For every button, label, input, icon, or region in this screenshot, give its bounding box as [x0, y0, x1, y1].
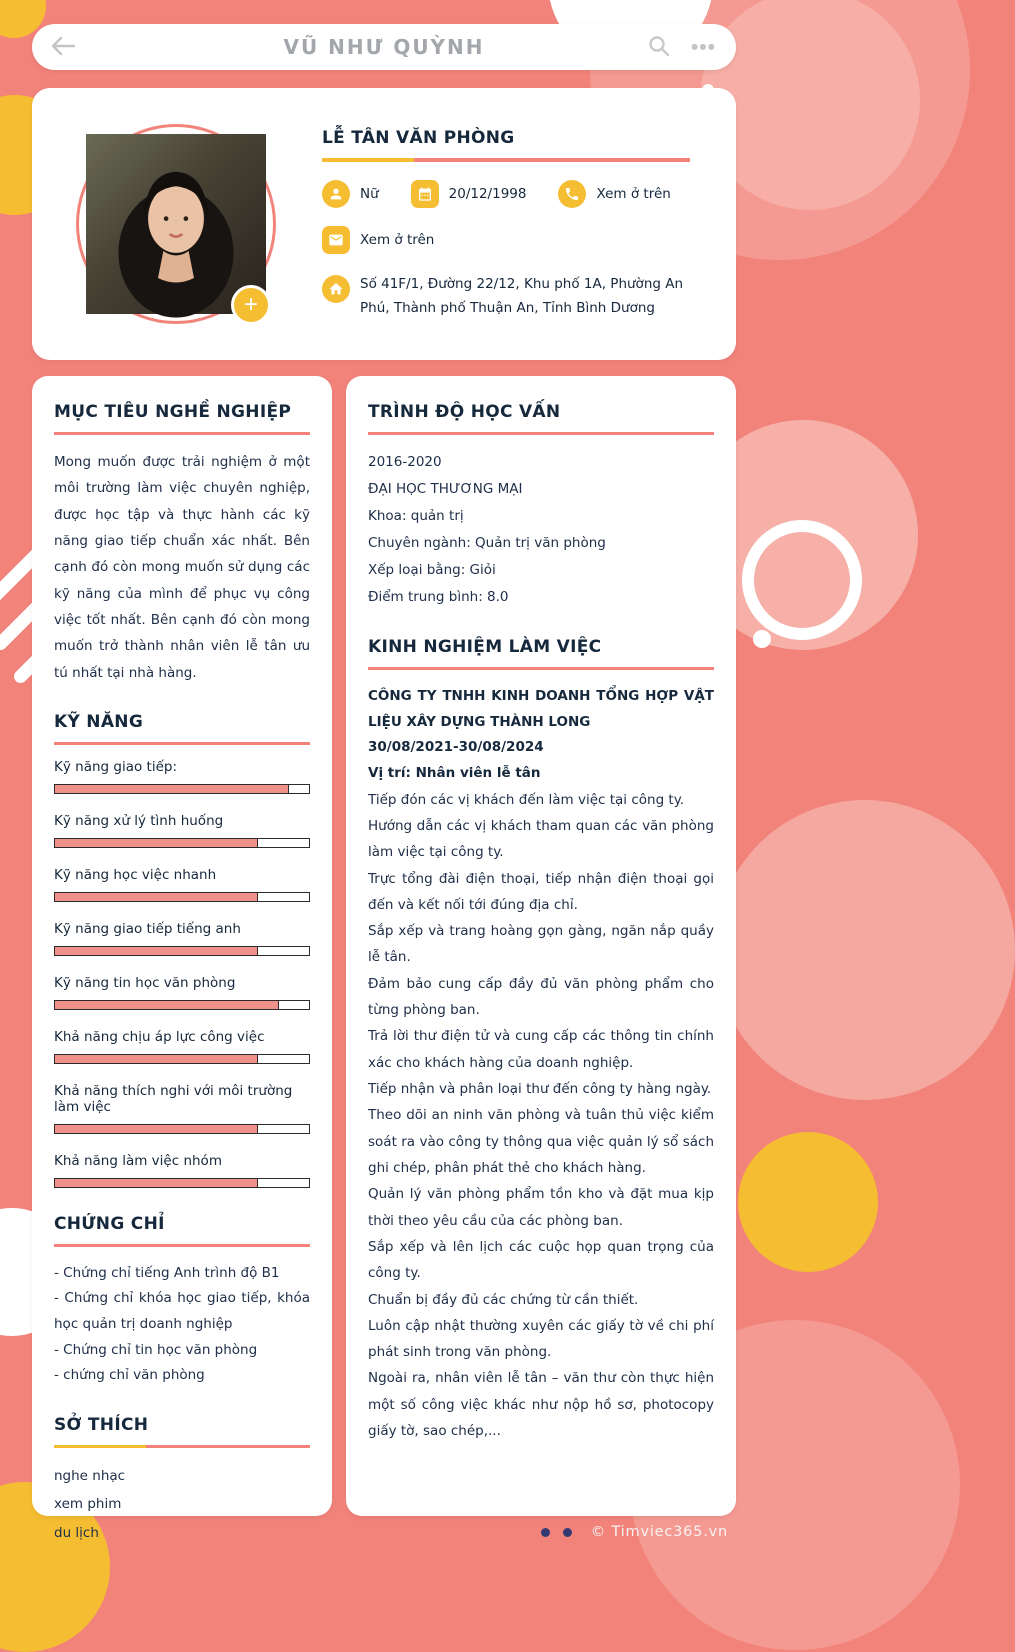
- experience-duty: Sắp xếp và trang hoàng gọn gàng, ngăn nắp quầy lễ tân.: [368, 923, 714, 966]
- footer: [541, 1524, 728, 1540]
- skills-heading: KỸ NĂNG: [54, 711, 144, 732]
- skill-label: Kỹ năng giao tiếp:: [54, 758, 177, 775]
- footer-dot: [541, 1528, 550, 1537]
- experience-duty: Ngoài ra, nhân viên lễ tân – văn thư còn thực hiện một số công việc khác như nộp hồ sơ, photocopy giấy tờ, sao chép,...: [368, 1370, 714, 1440]
- skill-bar: [54, 946, 310, 956]
- skill-item: [54, 867, 310, 902]
- top-bar: [32, 24, 736, 70]
- experience-heading: KINH NGHIỆM LÀM VIỆC: [368, 637, 602, 657]
- skill-bar-fill: [55, 1125, 258, 1133]
- right-column-card: [346, 376, 736, 1516]
- education-line: Xếp loại bằng: Giỏi: [368, 562, 496, 578]
- job-title-underline: [322, 158, 690, 162]
- hobbies-section: [54, 1415, 310, 1547]
- info-row: [322, 272, 690, 321]
- education-line: Chuyên ngành: Quản trị văn phòng: [368, 535, 606, 551]
- certificates-heading: CHỨNG CHỈ: [54, 1213, 165, 1234]
- experience-position: Vị trí: Nhân viên lễ tân: [368, 764, 541, 781]
- skill-label: Khả năng chịu áp lực công việc: [54, 1028, 265, 1045]
- birthday-field: [411, 180, 527, 208]
- experience-duty: Hướng dẫn các vị khách tham quan các văn phòng làm việc tại công ty.: [368, 817, 714, 861]
- decor-dot: [753, 630, 771, 648]
- education-list: [368, 449, 714, 611]
- phone-value: Xem ở trên: [596, 185, 671, 202]
- experience-duties: [368, 787, 714, 1445]
- objective-heading: MỤC TIÊU NGHỀ NGHIỆP: [54, 402, 292, 422]
- footer-dot: [563, 1528, 572, 1537]
- hobbies-heading: SỞ THÍCH: [54, 1415, 149, 1436]
- education-line: Khoa: quản trị: [368, 508, 464, 524]
- email-icon: [322, 226, 350, 254]
- section-underline: [54, 1244, 310, 1247]
- profile-info: [322, 88, 690, 360]
- skill-bar: [54, 1124, 310, 1134]
- certificate-item: - Chứng chỉ tin học văn phòng: [54, 1341, 258, 1358]
- certificate-item: - chứng chỉ văn phòng: [54, 1367, 205, 1384]
- skill-bar: [54, 1054, 310, 1064]
- experience-duty: Tiếp đón các vị khách đến làm việc tại công ty.: [368, 791, 685, 808]
- avatar: [86, 134, 266, 314]
- skill-bar-fill: [55, 947, 258, 955]
- skill-label: Kỹ năng học việc nhanh: [54, 866, 217, 883]
- phone-icon: [558, 180, 586, 208]
- experience-duty: Sắp xếp và lên lịch các cuộc họp quan trọng của công ty.: [368, 1238, 714, 1282]
- skill-item: [54, 975, 310, 1010]
- phone-field: [558, 180, 670, 208]
- profile-card: [32, 88, 736, 360]
- gender-value: Nữ: [360, 185, 379, 202]
- skill-item: [54, 921, 310, 956]
- experience-duty: Quản lý văn phòng phẩm tồn kho và đặt mua kịp thời theo yêu cầu của các phòng ban.: [368, 1186, 714, 1229]
- skill-bar-fill: [55, 1179, 258, 1187]
- more-icon: •••: [690, 35, 716, 59]
- job-title: LỄ TÂN VĂN PHÒNG: [322, 128, 515, 148]
- section-underline: [368, 432, 714, 435]
- skill-label: Kỹ năng giao tiếp tiếng anh: [54, 920, 241, 937]
- profile-photo: [76, 124, 276, 324]
- back-button[interactable]: [44, 29, 82, 66]
- education-section: [368, 402, 714, 611]
- skills-section: [54, 712, 310, 1188]
- page-title: VŨ NHƯ QUỲNH: [283, 35, 485, 59]
- hobby-item: nghe nhạc: [54, 1468, 126, 1485]
- skill-item: [54, 1029, 310, 1064]
- decor-ring: [742, 520, 862, 640]
- skill-bar: [54, 1000, 310, 1010]
- footer-copyright: © Timviec365.vn: [590, 1524, 728, 1540]
- experience-duty: Theo dõi an ninh văn phòng và tuân thủ việc kiểm soát ra vào công ty thông qua việc quản lý sổ sách ghi chép, phân phát thẻ cho khách hàng.: [368, 1107, 714, 1176]
- hobby-item: du lịch: [54, 1524, 99, 1541]
- skill-label: Kỹ năng xử lý tình huống: [54, 812, 224, 829]
- skill-bar: [54, 1178, 310, 1188]
- section-underline: [54, 1445, 310, 1448]
- education-line: ĐẠI HỌC THƯƠNG MẠI: [368, 481, 523, 497]
- certificates-section: [54, 1214, 310, 1389]
- skill-bar-fill: [55, 1055, 258, 1063]
- section-underline: [54, 432, 310, 435]
- address-field: [322, 272, 690, 321]
- hobbies-list: [54, 1462, 310, 1547]
- skill-item: [54, 1083, 310, 1134]
- skill-label: Khả năng làm việc nhóm: [54, 1152, 222, 1169]
- gender-icon: [322, 180, 350, 208]
- experience-duty: Trực tổng đài điện thoại, tiếp nhận điện thoại gọi đến và kết nối tới đúng địa chỉ.: [368, 870, 714, 913]
- search-icon: [647, 34, 671, 61]
- objective-text: Mong muốn được trải nghiệm ở một môi trường làm việc chuyên nghiệp, được học tập và thực hành các kỹ năng giao tiếp chuẩn xác nhất. Bên cạnh đó còn mong muốn sử dụng các kỹ năng của mình để phục vụ công việc tốt nhất. Bên cạnh đó còn mong muốn trở thành nhân viên lễ tân ưu tú nhất tại nhà hàng.: [54, 454, 310, 681]
- certificate-item: - Chứng chỉ tiếng Anh trình độ B1: [54, 1264, 280, 1281]
- objective-section: [54, 402, 310, 686]
- skill-bar: [54, 784, 310, 794]
- hobby-item: xem phim: [54, 1496, 122, 1513]
- search-button[interactable]: [641, 28, 677, 67]
- experience-duty: Chuẩn bị đầy đủ các chứng từ cần thiết.: [368, 1291, 639, 1308]
- education-line: Điểm trung bình: 8.0: [368, 589, 509, 605]
- decor-circle: [738, 1132, 878, 1272]
- skill-bar: [54, 838, 310, 848]
- back-arrow-icon: [50, 35, 76, 60]
- calendar-icon: [411, 180, 439, 208]
- certificate-item: - Chứng chỉ khóa học giao tiếp, khóa học quản trị doanh nghiệp: [54, 1290, 310, 1333]
- experience-duty: Luôn cập nhật thường xuyên các giấy tờ về chi phí phát sinh trong văn phòng.: [368, 1317, 714, 1361]
- more-button[interactable]: [685, 31, 722, 64]
- experience-duty: Trả lời thư điện tử và cung cấp các thông tin chính xác cho khách hàng của doanh nghiệp.: [368, 1028, 714, 1071]
- info-row: [322, 226, 690, 254]
- skill-label: Kỹ năng tin học văn phòng: [54, 974, 236, 991]
- left-column-card: [32, 376, 332, 1541]
- skill-bar: [54, 892, 310, 902]
- email-value: Xem ở trên: [360, 231, 435, 248]
- experience-duty: Đảm bảo cung cấp đầy đủ văn phòng phẩm cho từng phòng ban.: [368, 975, 714, 1019]
- gender-field: [322, 180, 379, 208]
- birthday-value: 20/12/1998: [448, 185, 527, 202]
- section-underline: [368, 667, 714, 670]
- experience-section: [368, 637, 714, 1444]
- section-underline: [54, 742, 310, 745]
- decor-circle: [715, 800, 1015, 1100]
- skill-bar-fill: [55, 785, 289, 793]
- certificates-list: [54, 1261, 310, 1389]
- skill-bar-fill: [55, 893, 258, 901]
- experience-period: 30/08/2021-30/08/2024: [368, 739, 544, 756]
- education-heading: TRÌNH ĐỘ HỌC VẤN: [368, 402, 561, 422]
- info-row: [322, 180, 690, 208]
- skill-item: [54, 1153, 310, 1188]
- skill-label: Khả năng thích nghi với môi trường làm việc: [54, 1082, 293, 1115]
- address-value: Số 41F/1, Đường 22/12, Khu phố 1A, Phường An Phú, Thành phố Thuận An, Tỉnh Bình Dương: [360, 276, 684, 317]
- skill-bar-fill: [55, 839, 258, 847]
- profile-photo-image: [86, 134, 266, 314]
- skill-item: [54, 813, 310, 848]
- experience-duty: Tiếp nhận và phân loại thư đến công ty hàng ngày.: [368, 1081, 712, 1097]
- experience-company: CÔNG TY TNHH KINH DOANH TỔNG HỢP VẬT LIỆU XÂY DỰNG THÀNH LONG: [368, 688, 714, 730]
- skill-item: [54, 759, 310, 794]
- skills-list: [54, 759, 310, 1188]
- home-icon: [322, 275, 350, 303]
- skill-bar-fill: [55, 1001, 279, 1009]
- add-photo-button[interactable]: +: [231, 285, 271, 325]
- email-field: [322, 226, 434, 254]
- education-line: 2016-2020: [368, 454, 442, 470]
